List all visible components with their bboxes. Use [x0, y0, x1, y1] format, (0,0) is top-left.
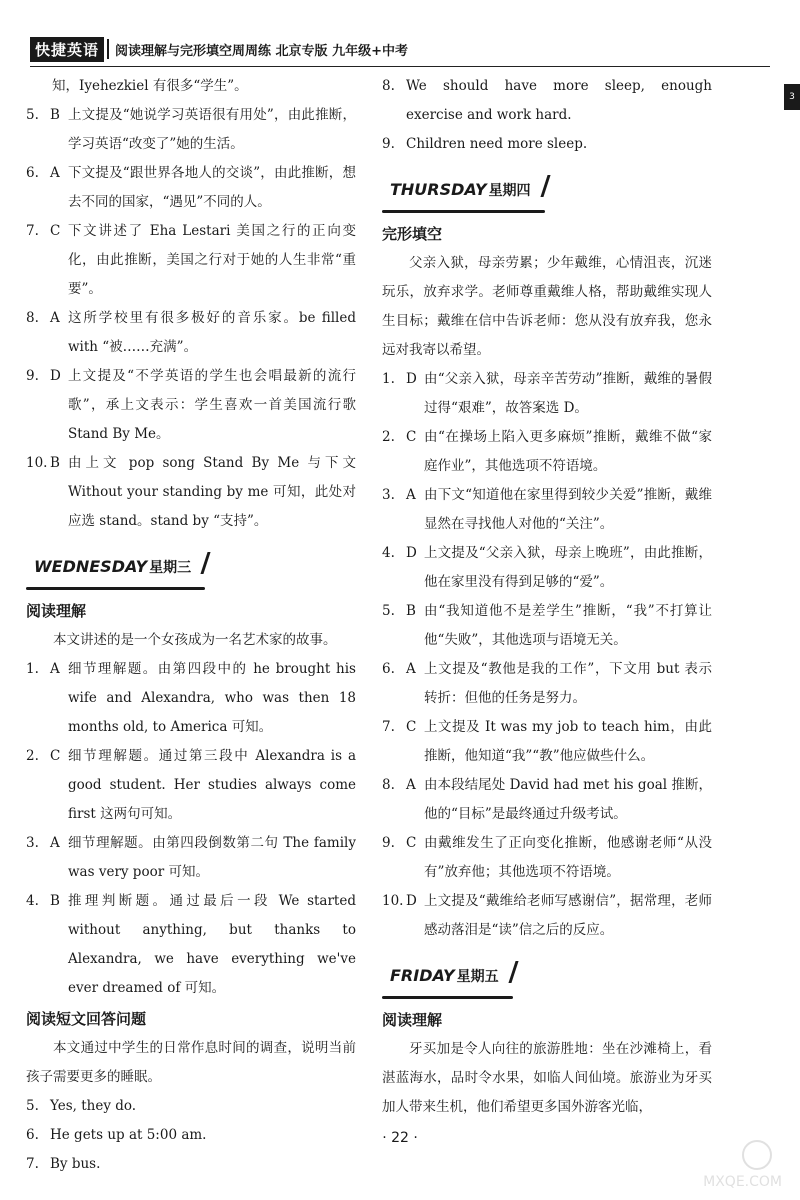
answer-item — [382, 365, 712, 423]
item-number: 9. — [26, 368, 39, 384]
item-answer: C — [406, 429, 417, 445]
watermark-circle-icon — [742, 1140, 772, 1170]
item-number: 4. — [382, 545, 395, 561]
answer-list-top — [26, 101, 356, 536]
item-number: 4. — [26, 893, 39, 909]
item-number: 6. — [382, 661, 395, 677]
day-en: THURSDAY — [390, 180, 487, 199]
answer-item — [26, 362, 356, 449]
cloze-intro: 父亲入狱，母亲劳累；少年戴维，心情沮丧，沉迷玩乐，放弃求学。老师尊重戴维人格，帮助戴维实现人生目标；戴维在信中告诉老师：您从没有放弃我，您永远对我寄以希望。 — [382, 255, 712, 358]
item-answer: A — [406, 661, 416, 677]
item-text: Children need more sleep. — [406, 136, 588, 152]
item-number: 5. — [382, 603, 395, 619]
item-text: 推理判断题。通过最后一段 We started without anything, but thanks to Alexandra, we have everything we've ever dreamed of 可知。 — [68, 893, 356, 996]
header-title: 阅读理解与完形填空周周练 北京专版 九年级+中考 — [115, 43, 408, 59]
item-text: 上文提及“教他是我的工作”，下文用 but 表示转折：但他的任务是努力。 — [424, 661, 712, 706]
item-answer: C — [50, 223, 61, 239]
intro-line: 知，Iyehezkiel 有很多“学生”。 — [52, 78, 248, 94]
answer-item — [26, 829, 356, 887]
item-answer: B — [406, 603, 416, 619]
chapter-tab: 3 — [784, 84, 800, 110]
item-text: He gets up at 5:00 am. — [50, 1127, 207, 1143]
item-text: 上文提及“不学英语的学生也会唱最新的流行歌”，承上文表示：学生喜欢一首美国流行歌 Stand By Me。 — [68, 368, 356, 442]
short-answer-heading: 阅读短文回答问题 — [26, 1010, 147, 1028]
watermark-logo — [672, 1140, 782, 1190]
item-answer: A — [50, 165, 60, 181]
item-answer: B — [50, 893, 60, 909]
item-text: By bus. — [50, 1156, 101, 1172]
reading-heading: 阅读理解 — [26, 602, 87, 620]
wednesday-heading — [26, 550, 205, 587]
item-number: 7. — [26, 223, 39, 239]
answer-item — [382, 597, 712, 655]
item-text: 这所学校里有很多极好的音乐家。be filled with “被……充满”。 — [68, 310, 356, 355]
item-number: 8. — [382, 777, 395, 793]
answer-item — [26, 304, 356, 362]
item-text: 细节理解题。通过第三段中 Alexandra is a good student. Her studies always come first 这两句可知。 — [68, 748, 356, 822]
watermark-text: MXQE.COM — [703, 1174, 782, 1190]
item-text: 细节理解题。由第四段倒数第二句 The family was very poor 可知。 — [68, 835, 356, 880]
item-text: 上文提及 It was my job to teach him，由此推断，他知道“我”“教”他应做些什么。 — [424, 719, 712, 764]
brand-logo: 快捷英语 — [30, 37, 104, 62]
answer-item — [26, 449, 356, 536]
item-number: 3. — [26, 835, 39, 851]
item-number: 8. — [382, 78, 395, 94]
right-column — [382, 72, 712, 1122]
item-answer: D — [406, 545, 417, 561]
reading-intro: 牙买加是令人向往的旅游胜地：坐在沙滩椅上，看湛蓝海水，品时令水果，如临人间仙境。旅游业为牙买加人带来生机，他们希望更多国外游客光临， — [382, 1041, 712, 1115]
answer-item — [26, 655, 356, 742]
item-text: 由“在操场上陷入更多麻烦”推断，戴维不做“家庭作业”，其他选项不符语境。 — [424, 429, 712, 474]
answer-item — [382, 539, 712, 597]
item-number: 7. — [382, 719, 395, 735]
day-en: FRIDAY — [390, 966, 455, 985]
item-answer: A — [406, 777, 416, 793]
answer-item — [382, 829, 712, 887]
item-text: 上文提及“戴维给老师写感谢信”，据常理，老师感动落泪是“读”信之后的反应。 — [424, 893, 712, 938]
answer-item — [382, 713, 712, 771]
short-answer-intro: 本文通过中学生的日常作息时间的调查，说明当前孩子需要更多的睡眠。 — [26, 1040, 356, 1085]
item-answer: A — [50, 310, 60, 326]
item-text: We should have more sleep, enough exercise and work hard. — [406, 78, 712, 123]
item-text: 下文提及“跟世界各地人的交谈”，由此推断，想去不同的国家，“遇见”不同的人。 — [68, 165, 356, 210]
item-text: 细节理解题。由第四段中的 he brought his wife and Alexandra, who was then 18 months old, to America 可知。 — [68, 661, 356, 735]
answer-item — [382, 655, 712, 713]
item-answer: B — [50, 455, 60, 471]
item-text: 由上文 pop song Stand By Me 与下文 Without your standing by me 可知，此处对应选 stand。stand by “支持”。 — [68, 455, 356, 529]
item-number: 1. — [382, 371, 395, 387]
friday-heading — [382, 959, 513, 996]
answer-item — [382, 423, 712, 481]
thursday-heading — [382, 173, 545, 210]
answer-item — [26, 1150, 356, 1179]
answer-item — [26, 159, 356, 217]
item-number: 10. — [382, 893, 404, 909]
answer-item — [382, 481, 712, 539]
item-text: 由“我知道他不是差学生”推断，“我”不打算让他“失败”，其他选项与语境无关。 — [424, 603, 712, 648]
reading-intro: 本文讲述的是一个女孩成为一名艺术家的故事。 — [53, 632, 337, 648]
item-number: 6. — [26, 1127, 39, 1143]
item-number: 8. — [26, 310, 39, 326]
item-text: Yes, they do. — [50, 1098, 137, 1114]
left-column — [26, 72, 356, 1179]
item-answer: D — [50, 368, 61, 384]
item-answer: A — [406, 487, 416, 503]
answer-item — [26, 1092, 356, 1121]
day-cn: 星期三 — [149, 560, 192, 576]
item-answer: A — [50, 661, 60, 677]
reading-answers — [26, 655, 356, 1003]
item-number: 1. — [26, 661, 39, 677]
item-number: 9. — [382, 835, 395, 851]
day-cn: 星期四 — [488, 183, 531, 199]
heading-slash — [540, 175, 550, 197]
item-text: 上文提及“她说学习英语很有用处”，由此推断，学习英语“改变了”她的生活。 — [68, 107, 356, 152]
item-answer: C — [50, 748, 61, 764]
item-text: 由戴维发生了正向变化推断，他感谢老师“从没有”放弃他；其他选项不符语境。 — [424, 835, 712, 880]
item-answer: B — [50, 107, 60, 123]
header-divider — [107, 39, 109, 59]
short-answers-cont — [382, 72, 712, 159]
answer-item — [382, 771, 712, 829]
item-text: 下文讲述了 Eha Lestari 美国之行的正向变化，由此推断，美国之行对于她的人生非常“重要”。 — [68, 223, 356, 297]
header-rule — [30, 66, 770, 67]
answer-item — [26, 101, 356, 159]
item-answer: A — [50, 835, 60, 851]
item-answer: D — [406, 893, 417, 909]
item-number: 6. — [26, 165, 39, 181]
heading-slash — [201, 552, 211, 574]
item-text: 上文提及“父亲入狱，母亲上晚班”，由此推断，他在家里没有得到足够的“爱”。 — [424, 545, 712, 590]
item-number: 5. — [26, 1098, 39, 1114]
reading-heading: 阅读理解 — [382, 1011, 443, 1029]
answer-item — [26, 742, 356, 829]
item-number: 10. — [26, 455, 48, 471]
item-number: 5. — [26, 107, 39, 123]
day-cn: 星期五 — [456, 969, 499, 985]
page-number: · 22 · — [382, 1130, 418, 1146]
page-header — [30, 36, 770, 62]
item-number: 3. — [382, 487, 395, 503]
day-en: WEDNESDAY — [34, 557, 148, 576]
cloze-heading: 完形填空 — [382, 225, 443, 243]
item-text: 由本段结尾处 David had met his goal 推断，他的“目标”是最终通过升级考试。 — [424, 777, 712, 822]
item-number: 2. — [26, 748, 39, 764]
item-answer: D — [406, 371, 417, 387]
item-number: 2. — [382, 429, 395, 445]
heading-slash — [508, 961, 518, 983]
item-text: 由下文“知道他在家里得到较少关爱”推断，戴维显然在寻找他人对他的“关注”。 — [424, 487, 712, 532]
item-text: 由“父亲入狱，母亲辛苦劳动”推断，戴维的暑假过得“艰难”，故答案选 D。 — [424, 371, 712, 416]
item-answer: C — [406, 835, 417, 851]
item-number: 9. — [382, 136, 395, 152]
answer-item — [26, 217, 356, 304]
item-number: 7. — [26, 1156, 39, 1172]
answer-item — [382, 130, 712, 159]
cloze-answers — [382, 365, 712, 945]
answer-item — [26, 887, 356, 1003]
answer-item — [382, 887, 712, 945]
item-answer: C — [406, 719, 417, 735]
answer-item — [382, 72, 712, 130]
